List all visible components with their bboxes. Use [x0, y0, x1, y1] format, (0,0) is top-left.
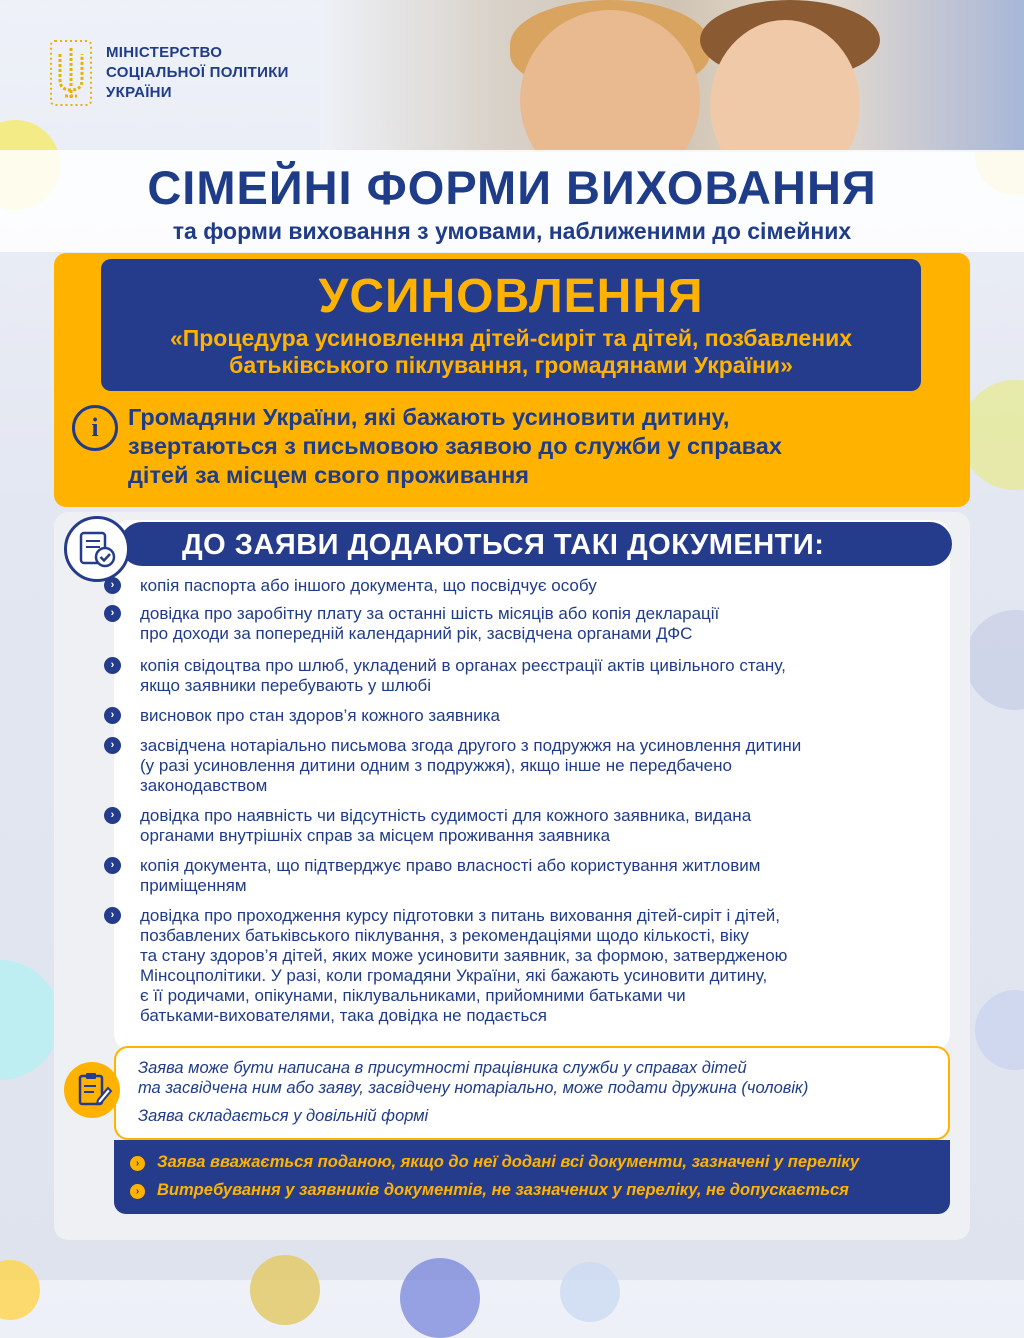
decor-bubble — [975, 990, 1024, 1070]
list-item-line: та стану здоров’я дітей, яких може усиновити заявник, за формою, затвердженою — [140, 946, 788, 965]
list-item-line: законодавством — [140, 776, 268, 795]
note-line: та засвідчена ним або заяву, засвідчену нотаріально, може подати дружина (чоловік) — [138, 1079, 809, 1097]
ministry-name — [106, 43, 289, 103]
list-item-line: приміщенням — [140, 876, 247, 895]
final-note-text: Заява вважається поданою, якщо до неї додані всі документи, зазначені у переліку — [157, 1153, 860, 1171]
chevron-right-icon: › — [104, 737, 121, 754]
info-icon: i — [72, 405, 118, 451]
list-item-line: батьками-вихователями, така довідка не подається — [140, 1006, 548, 1025]
chevron-right-icon: › — [104, 577, 121, 594]
list-item-line: довідка про наявність чи відсутність судимості для кожного заявника, видана — [140, 806, 752, 825]
final-note-text: Витребування у заявників документів, не зазначених у переліку, не допускається — [157, 1181, 849, 1199]
chevron-right-icon: › — [104, 605, 121, 622]
chevron-right-icon: › — [104, 657, 121, 674]
trident-icon — [50, 40, 92, 106]
documents-icon — [64, 516, 130, 582]
documents-check-icon — [67, 519, 127, 579]
decor-bubble — [965, 610, 1024, 710]
page-subtitle: та форми виховання з умовами, наближеними до сімейних — [172, 218, 852, 244]
chevron-right-icon: › — [104, 907, 121, 924]
chevron-right-icon: › — [104, 807, 121, 824]
adoption-header — [101, 259, 921, 391]
list-item-line: органами внутрішніх справ за місцем проживання заявника — [140, 826, 611, 845]
list-item-line: висновок про стан здоров’я кожного заявника — [140, 706, 501, 725]
documents-heading: ДО ЗАЯВИ ДОДАЮТЬСЯ ТАКІ ДОКУМЕНТИ: — [182, 529, 825, 561]
ministry-line: СОЦІАЛЬНОЇ ПОЛІТИКИ — [106, 64, 289, 81]
note-line: Заява може бути написана в присутності працівника служби у справах дітей — [138, 1059, 747, 1077]
final-notes — [114, 1140, 950, 1214]
list-item-line: про доходи за попередній календарний рік, засвідчена органами ДФС — [140, 624, 693, 643]
decor-bubble — [0, 960, 60, 1080]
adoption-heading: УСИНОВЛЕННЯ — [318, 270, 704, 323]
note-line: Заява складається у довільній формі — [138, 1107, 429, 1125]
title-bar — [0, 150, 1024, 252]
list-item — [104, 856, 760, 896]
decor-bubble — [400, 1258, 480, 1338]
documents-panel — [54, 512, 970, 1240]
ministry-line: МІНІСТЕРСТВО — [106, 44, 223, 61]
info-line: Громадяни України, які бажають усиновити дитину, — [128, 404, 730, 430]
list-item-line: копія паспорта або іншого документа, що посвідчує особу — [140, 576, 597, 595]
header-photo — [320, 0, 1024, 152]
list-item — [104, 906, 787, 1026]
list-item — [104, 736, 801, 796]
list-item — [104, 656, 786, 696]
list-item-line: позбавлених батьківського піклування, з рекомендаціями щодо кількості, віку — [140, 926, 749, 945]
list-item-line: якщо заявники перебувають у шлюбі — [140, 676, 431, 695]
list-item-line: довідка про заробітну плату за останні шість місяців або копія декларації — [140, 604, 720, 623]
adoption-block — [54, 253, 970, 507]
chevron-right-icon: › — [104, 707, 121, 724]
chevron-right-icon: › — [130, 1156, 145, 1171]
chevron-right-icon: › — [130, 1184, 145, 1199]
chevron-right-icon: › — [104, 857, 121, 874]
documents-header — [120, 522, 952, 566]
list-item-line: (у разі усиновлення дитини одним з подружжя), якщо інше не передбачено — [140, 756, 732, 775]
note-card — [114, 1046, 950, 1140]
procedure-title — [101, 325, 921, 379]
list-item-line: довідка про проходження курсу підготовки з питань виховання дітей-сиріт і дітей, — [140, 906, 780, 925]
list-item-line: копія документа, що підтверджує право власності або користування житловим — [140, 856, 761, 875]
decor-bubble — [560, 1262, 620, 1322]
info-text — [128, 403, 948, 490]
list-item-line: копія свідоцтва про шлюб, укладений в органах реєстрації актів цивільного стану, — [140, 656, 786, 675]
decor-bubble — [0, 1260, 40, 1320]
clipboard-pen-icon — [64, 1062, 120, 1118]
list-item-line: Мінсоцполітики. У разі, коли громадяни України, які бажають усиновити дитину, — [140, 966, 768, 985]
ministry-logo — [50, 40, 289, 106]
ministry-line: УКРАЇНИ — [106, 84, 172, 101]
procedure-line: батьківського піклування, громадянами України» — [229, 352, 793, 378]
list-item-line: засвідчена нотаріально письмова згода другого з подружжя на усиновлення дитини — [140, 736, 802, 755]
list-item — [104, 806, 751, 846]
decor-bubble — [250, 1255, 320, 1325]
final-note — [130, 1152, 859, 1172]
info-line: звертаються з письмовою заявою до служби у справах — [128, 433, 782, 459]
list-item-line: є її родичами, опікунами, піклувальниками, прийомними батьками чи — [140, 986, 686, 1005]
list-item — [104, 706, 500, 726]
list-item — [104, 576, 597, 596]
procedure-line: «Процедура усиновлення дітей-сиріт та дітей, позбавлених — [169, 325, 853, 351]
final-note — [130, 1180, 849, 1200]
page-title: СІМЕЙНІ ФОРМИ ВИХОВАННЯ — [147, 161, 877, 214]
info-line: дітей за місцем свого проживання — [128, 462, 530, 488]
list-item — [104, 604, 719, 644]
